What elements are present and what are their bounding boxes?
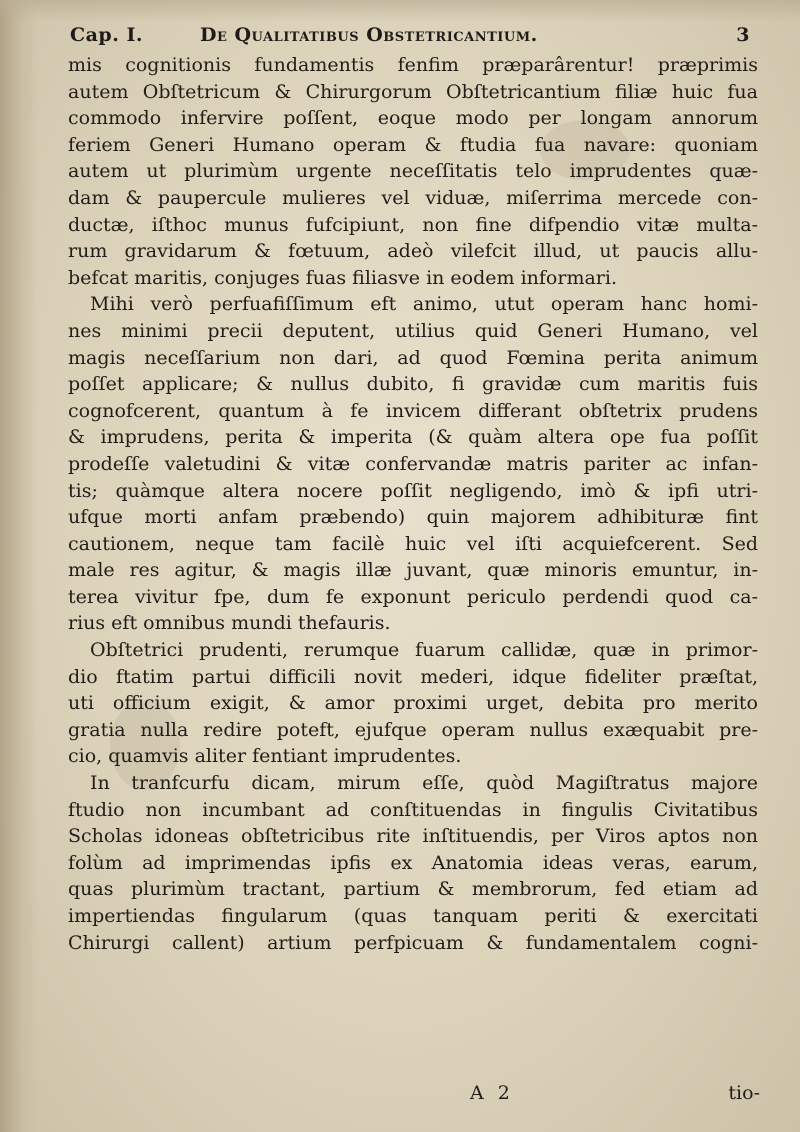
text-line: dam & paupercule mulieres vel viduæ, miſerrima mercede con-: [68, 186, 758, 209]
text-line: feriem Generi Humano operam & ftudia fua navare: quoniam: [68, 133, 758, 156]
text-line: rius eft omnibus mundi thefauris.: [68, 612, 391, 635]
text-line: prodeſſe valetudini & vitæ confervandæ matris pariter ac infan-: [68, 452, 758, 475]
text-line: nes minimi precii deputent, utilius quid Generi Humano, vel: [68, 319, 758, 342]
text-line: befcat maritis, conjuges fuas filiasve in eodem informari.: [68, 266, 617, 289]
text-line: ductæ, iſthoc munus fufcipiunt, non fine difpendio vitæ multa-: [68, 213, 758, 236]
paragraph-start: Mihi verò perfuafiſſimum eft animo, utut operam hanc homi-: [90, 293, 758, 316]
chapter-number: Cap. I.: [70, 24, 143, 46]
text-line: cognofcerent, quantum à fe invicem differant obſtetrix prudens: [68, 399, 758, 422]
page-footer: [470, 1082, 760, 1108]
text-line: autem ut plurimùm urgente neceſſitatis telo imprudentes quæ-: [68, 160, 758, 183]
text-line: ufque morti anfam præbendo) quin majorem adhibituræ fint: [68, 506, 758, 529]
text-line: mis cognitionis fundamentis fenfim præparârentur! præprimis: [68, 54, 758, 76]
text-line: poſſet applicare; & nullus dubito, fi gravidæ cum maritis fuis: [68, 373, 758, 396]
body-text: [68, 52, 758, 956]
text-line: commodo infervire poſſent, eoque modo per longam annorum: [68, 107, 758, 130]
catchword: tio-: [728, 1082, 760, 1104]
signature-mark: A 2: [470, 1082, 514, 1104]
text-line: impertiendas fingularum (quas tanquam periti & exercitati: [68, 905, 758, 927]
text-line: autem Obſtetricum & Chirurgorum Obſtetricantium filiæ huic fua: [68, 80, 758, 103]
text-line: magis neceſſarium non dari, ad quod Fœmina perita animum: [68, 346, 758, 369]
text-line: rum gravidarum & fœtuum, adeò vilefcit illud, ut paucis allu-: [68, 240, 758, 263]
paragraph-start: In tranfcurfu dicam, mirum eſſe, quòd Magiſtratus majore: [90, 772, 758, 795]
page-number: 3: [736, 24, 750, 46]
text-line: & imprudens, perita & imperita (& quàm altera ope fua poſſit: [68, 426, 758, 449]
text-line: tis; quàmque altera nocere poſſit negligendo, imò & ipfi utri-: [68, 479, 758, 502]
running-header: [70, 24, 750, 54]
text-line: cautionem, neque tam facilè huic vel iſti acquiefcerent. Sed: [68, 532, 758, 555]
paragraph-start: Obſtetrici prudenti, rerumque fuarum callidæ, quæ in primor-: [90, 639, 758, 662]
text-line: dio ftatim partui difficili novit mederi, idque fideliter præſtat,: [68, 665, 758, 688]
text-line: uti officium exigit, & amor proximi urget, debita pro merito: [68, 692, 758, 715]
text-line: quas plurimùm tractant, partium & membrorum, fed etiam ad: [68, 878, 758, 901]
running-title: De Qualitatibus Obstetricantium.: [200, 24, 538, 46]
text-line: terea vivitur fpe, dum fe exponunt periculo perdendi quod ca-: [68, 585, 758, 608]
text-line: Scholas idoneas obſtetricibus rite inſtituendis, per Viros aptos non: [68, 825, 758, 848]
text-line: folùm ad imprimendas ipfis ex Anatomia ideas veras, earum,: [68, 851, 758, 874]
text-line: male res agitur, & magis illæ juvant, quæ minoris emuntur, in-: [68, 559, 758, 582]
text-line: gratia nulla redire poteft, ejufque operam nullus exæquabit pre-: [68, 718, 758, 741]
text-line: Chirurgi callent) artium perfpicuam & fundamentalem cogni-: [68, 931, 758, 954]
text-line: ftudio non incumbant ad conſtituendas in fingulis Civitatibus: [68, 798, 758, 821]
text-line: cio, quamvis aliter fentiant imprudentes.: [68, 745, 462, 768]
